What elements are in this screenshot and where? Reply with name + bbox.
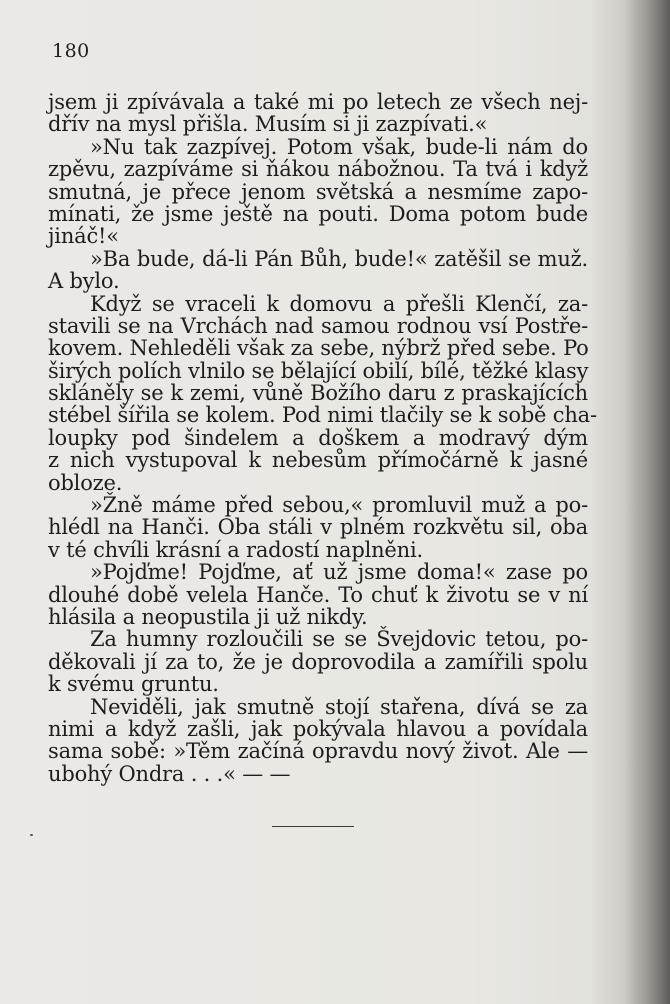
text-line: jináč!«: [48, 224, 119, 249]
text-line: »Pojďme! Pojďme, ať už jsme doma!« zase po: [90, 560, 588, 585]
text-line: »Ba bude, dá-li Pán Bůh, bude!« zatěšil se muž.: [90, 246, 588, 271]
text-line: hlédl na Hanči. Oba stáli v plném rozkvětu sil, oba: [48, 515, 588, 540]
text-line: »Nu tak zazpívej. Potom však, bude-li nám do: [90, 134, 588, 159]
text-line: nimi a když zašli, jak pokývala hlavou a povídala: [48, 716, 588, 741]
text-line: v té chvíli krásní a radostí naplněni.: [48, 537, 423, 562]
text-line: širých polích vlnilo se bělající obilí, bílé, těžké klasy: [48, 358, 589, 383]
text-line: loupky pod šindelem a doškem a modravý dým: [48, 425, 588, 450]
text-line: A bylo.: [48, 269, 120, 294]
body-text: [48, 90, 597, 786]
text-line: obloze.: [48, 470, 123, 495]
text-line: k svému gruntu.: [48, 672, 219, 697]
print-speck: [30, 834, 33, 836]
text-line: jsem ji zpívávala a také mi po letech ze všech nej-: [48, 90, 588, 114]
section-end-rule: [272, 826, 354, 827]
text-line: kovem. Nehleděli však za sebe, nýbrž před sebe. Po: [48, 336, 589, 361]
text-line: dlouhé době velela Hanče. To chuť k životu se v ní: [48, 582, 588, 607]
text-line: stébel šířila se kolem. Pod nimi tlačily se k sobě cha-: [48, 403, 597, 428]
page-number: 180: [52, 40, 90, 62]
text-line: smutná, je přece jenom světská a nesmíme zapo-: [48, 179, 588, 204]
text-line: z nich vystupoval k nebesům přímočárně k jasné: [48, 448, 588, 473]
text-line: mínati, že jsme ještě na pouti. Doma potom bude: [48, 201, 588, 226]
text-line: dřív na mysl přišla. Musím si ji zazpívati.«: [48, 112, 488, 137]
text-line: sama sobě: »Těm začíná opravdu nový život. Ale —: [48, 739, 588, 764]
text-line: Neviděli, jak smutně stojí stařena, dívá se za: [90, 694, 588, 719]
text-line: děkovali jí za to, že je doprovodila a zamířili spolu: [48, 649, 588, 674]
text-line: Když se vraceli k domovu a přešli Klenčí, za-: [90, 291, 588, 316]
text-line: zpěvu, zazpíváme si ňákou nábožnou. Ta tvá i když: [48, 157, 588, 182]
text-line: Za humny rozloučili se se Švejdovic tetou, po-: [90, 627, 588, 652]
text-line: hlásila a neopustila ji už nikdy.: [48, 604, 368, 629]
text-line: stavili se na Vrchách nad samou rodnou vsí Postře-: [48, 313, 588, 338]
text-line: skláněly se k zemi, vůně Božího daru z praskajících: [48, 381, 588, 406]
text-line: ubohý Ondra . . .« — —: [48, 761, 291, 786]
text-line: »Žně máme před sebou,« promluvil muž a po-: [90, 493, 588, 518]
